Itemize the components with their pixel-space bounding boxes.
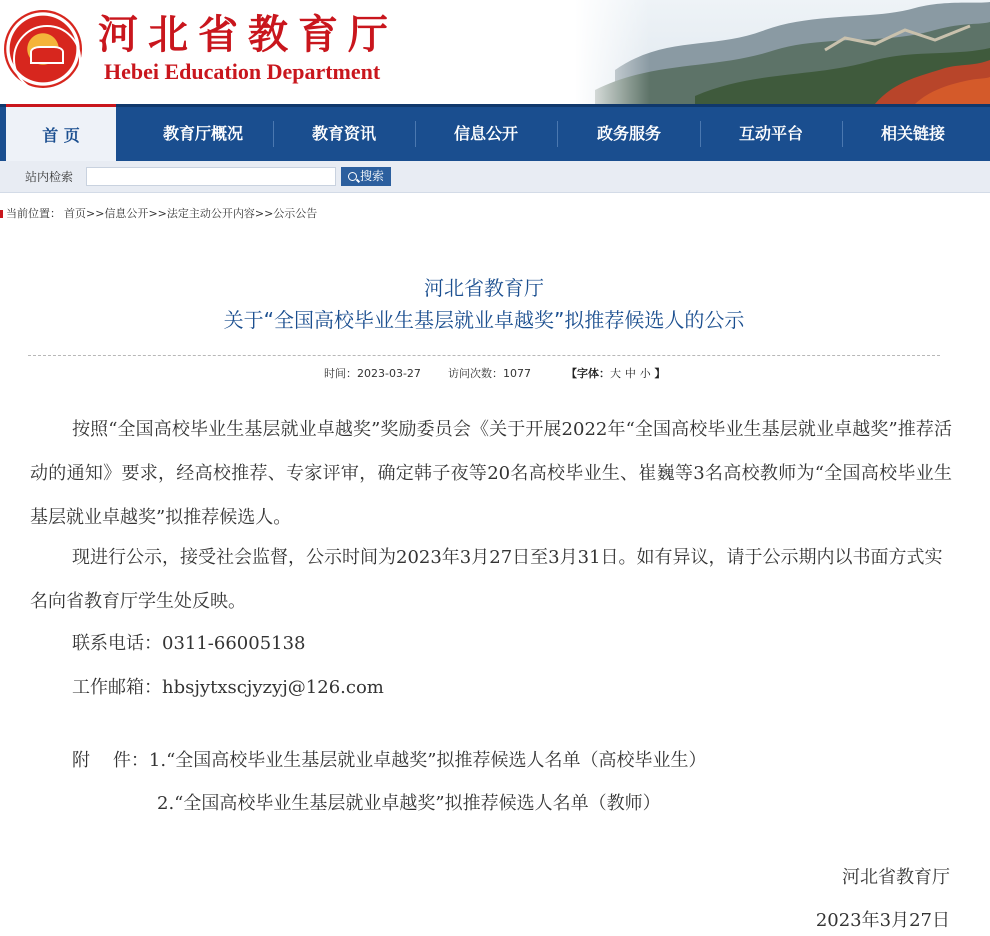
font-size-control — [566, 366, 666, 382]
logo-book-icon — [30, 46, 64, 64]
attachment-link-2[interactable]: 2.“全国高校毕业生基层就业卓越奖”拟推荐候选人名单（教师） — [157, 793, 661, 814]
nav-item-overview[interactable]: 教育厅概况 — [162, 124, 243, 143]
breadcrumb-prefix: 当前位置： — [6, 207, 61, 220]
nav-item-services[interactable]: 政务服务 — [596, 124, 661, 143]
search-button[interactable] — [341, 167, 391, 186]
breadcrumb-announcements[interactable]: 公示公告 — [273, 207, 318, 220]
nav-item-interaction[interactable]: 互动平台 — [738, 124, 803, 143]
signature-org: 河北省教育厅 — [842, 867, 950, 888]
breadcrumb-separator: >> — [254, 207, 274, 220]
site-header — [0, 0, 990, 104]
breadcrumb-info-disclosure[interactable]: 信息公开 — [104, 207, 149, 220]
nav-item-info-disclosure[interactable]: 信息公开 — [453, 124, 518, 143]
search-input[interactable] — [86, 167, 336, 186]
nav-item-links[interactable]: 相关链接 — [880, 124, 945, 143]
search-button-label: 搜索 — [359, 169, 384, 183]
attachments — [72, 749, 706, 773]
breadcrumb-path — [64, 206, 317, 222]
views-value: 1077 — [503, 367, 531, 380]
publish-time — [324, 366, 421, 382]
attachment-item-2 — [157, 792, 661, 816]
breadcrumb-separator: >> — [148, 207, 167, 220]
contact-phone: 联系电话：0311-66005138 — [72, 633, 306, 654]
nav-item-news[interactable]: 教育资讯 — [311, 124, 376, 143]
attachments-label: 附 件： — [72, 750, 149, 771]
search-icon — [348, 172, 357, 181]
font-size-medium[interactable]: 中 — [624, 367, 636, 380]
time-label: 时间： — [324, 367, 357, 380]
font-label-close: 】 — [654, 367, 666, 380]
view-count — [448, 366, 531, 382]
article-title-line1: 河北省教育厅 — [424, 276, 544, 300]
font-size-small[interactable]: 小 — [639, 367, 651, 380]
breadcrumb — [0, 206, 990, 222]
site-title-en: Hebei Education Department — [104, 59, 381, 84]
department-logo[interactable] — [4, 10, 82, 88]
article-title-line2: 关于“全国高校毕业生基层就业卓越奖”拟推荐候选人的公示 — [223, 308, 745, 332]
article-meta — [0, 366, 990, 382]
time-value: 2023-03-27 — [357, 367, 421, 380]
contact-email: 工作邮箱：hbsjytxscjyzyj@126.com — [72, 677, 384, 698]
article-paragraph-1: 按照“全国高校毕业生基层就业卓越奖”奖励委员会《关于开展2022年“全国高校毕业生基层就业卓越奖”推荐活动的通知》要求，经高校推荐、专家评审，确定韩子夜等20名高校毕业生、崔巍等3名高校教师为“全国高校毕业生基层就业卓越奖”拟推荐候选人。 — [30, 419, 952, 528]
font-label-open: 【字体： — [566, 367, 610, 380]
nav-item-home[interactable]: 首 页 — [6, 104, 116, 164]
search-bar — [0, 161, 990, 193]
location-marker-icon — [0, 210, 3, 218]
views-label: 访问次数： — [448, 367, 503, 380]
site-title-cn: 河北省教育厅 — [98, 11, 398, 58]
breadcrumb-separator: >> — [86, 207, 105, 220]
search-label: 站内检索 — [25, 170, 74, 184]
title-divider — [28, 355, 940, 356]
signature-date: 2023年3月27日 — [815, 910, 950, 931]
attachment-link-1[interactable]: 1.“全国高校毕业生基层就业卓越奖”拟推荐候选人名单（高校毕业生） — [148, 750, 707, 771]
breadcrumb-home[interactable]: 首页 — [64, 207, 86, 220]
font-size-large[interactable]: 大 — [610, 367, 621, 380]
breadcrumb-statutory-content[interactable]: 法定主动公开内容 — [166, 207, 255, 220]
article-paragraph-2: 现进行公示，接受社会监督，公示时间为2023年3月27日至3月31日。如有异议，请于公示期内以书面方式实名向省教育厅学生处反映。 — [30, 547, 943, 612]
great-wall-banner — [575, 0, 990, 104]
main-nav — [0, 104, 990, 161]
